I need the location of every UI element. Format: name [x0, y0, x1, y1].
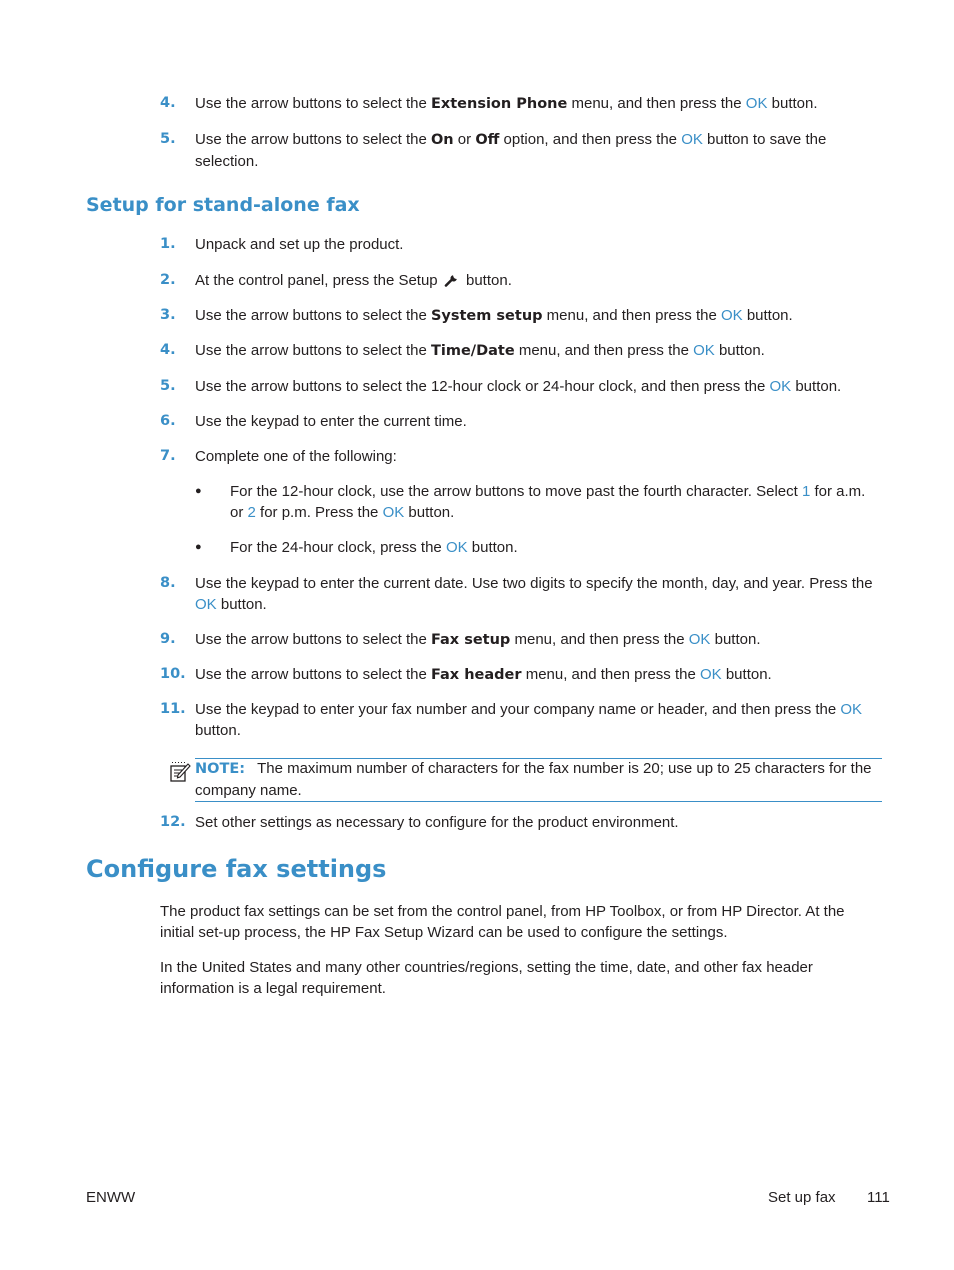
menu-name: Time/Date — [430, 343, 515, 359]
text: button. — [467, 539, 518, 556]
menu-name: Fax setup — [430, 632, 511, 648]
step-number: 3. — [160, 307, 176, 323]
step-text — [195, 664, 882, 686]
ok-button-ref: OK — [693, 342, 715, 359]
paragraph: The product fax settings can be set from the control panel, from HP Toolbox, or from HP Director. At the initial set-up process, the HP Fax Setup Wizard can be used to configure the settings. — [160, 903, 845, 941]
text: Use the arrow buttons to select the — [195, 631, 431, 648]
text: Use the arrow buttons to select the — [195, 666, 431, 683]
text: For the 24-hour clock, press the — [230, 539, 446, 556]
text: option, and then press the — [499, 131, 682, 148]
step-text: Unpack and set up the product. — [195, 236, 404, 253]
step-number: 4. — [160, 342, 176, 358]
menu-name: Extension Phone — [430, 96, 568, 112]
option-name: Off — [475, 132, 500, 148]
step-number: 10. — [160, 666, 186, 682]
option-name: On — [430, 132, 454, 148]
step-text: Use the keypad to enter the current time. — [195, 413, 467, 430]
step-text — [195, 129, 882, 172]
text: button. — [767, 95, 818, 112]
note-text — [195, 758, 882, 801]
bullet-icon: ● — [195, 541, 202, 553]
step-text: Set other settings as necessary to configure for the product environment. — [195, 814, 679, 831]
step-text: Complete one of the following: — [195, 448, 397, 465]
bullet-icon: ● — [195, 485, 202, 497]
ok-button-ref: OK — [382, 504, 405, 521]
text: button. — [404, 504, 455, 521]
text: Use the arrow buttons to select the — [195, 131, 431, 148]
text: menu, and then press the — [521, 666, 700, 683]
note-box — [195, 758, 882, 802]
step-text — [195, 699, 882, 741]
step-number: 2. — [160, 272, 176, 288]
ok-button-ref: OK — [688, 631, 711, 648]
text: Use the keypad to enter your fax number and your company name or header, and then press the — [195, 701, 841, 718]
text: for p.m. Press the — [255, 504, 383, 521]
text: Use the keypad to enter the current date. Use two digits to specify the month, day, and year. Press the — [195, 575, 873, 592]
step-text — [195, 93, 882, 115]
menu-name: System setup — [430, 308, 543, 324]
text: button to save the selection. — [195, 131, 827, 170]
section-heading: Configure fax settings — [86, 855, 387, 883]
step-text — [195, 270, 882, 293]
text: button. — [710, 631, 761, 648]
text: button. — [461, 272, 512, 289]
step-number: 11. — [160, 701, 186, 717]
step-number: 5. — [160, 131, 176, 147]
text: The maximum number of characters for the fax number is 20; use up to 25 characters for the company name. — [195, 760, 872, 799]
ok-button-ref: OK — [769, 378, 792, 395]
step-number: 4. — [160, 95, 176, 111]
step-number: 12. — [160, 814, 186, 830]
text: Use the arrow buttons to select the — [195, 307, 431, 324]
ok-button-ref: OK — [445, 539, 468, 556]
ok-button-ref: OK — [720, 307, 743, 324]
text: menu, and then press the — [567, 95, 746, 112]
step-number: 8. — [160, 575, 176, 591]
paragraph: In the United States and many other countries/regions, setting the time, date, and other fax header information is a legal requirement. — [160, 959, 813, 997]
key-ref: 1 — [801, 483, 811, 500]
text: button. — [742, 307, 793, 324]
footer-left: ENWW — [86, 1189, 136, 1206]
step-number: 1. — [160, 236, 176, 252]
bullet-text — [230, 537, 882, 558]
text: button. — [195, 722, 241, 739]
text: button. — [714, 342, 765, 359]
text: button. — [216, 596, 267, 613]
ok-button-ref: OK — [840, 701, 863, 718]
step-text — [195, 629, 882, 651]
footer-section: Set up fax — [768, 1189, 836, 1206]
step-number: 5. — [160, 378, 176, 394]
step-number: 9. — [160, 631, 176, 647]
step-text — [195, 376, 882, 397]
key-ref: 2 — [247, 504, 256, 521]
text: for a.m. or — [230, 483, 866, 521]
text: button. — [791, 378, 842, 395]
note-label: NOTE: — [195, 761, 246, 777]
wrench-icon — [444, 272, 460, 293]
step-number: 6. — [160, 413, 176, 429]
text: or — [453, 131, 476, 148]
step-text — [195, 573, 882, 615]
page-number: 111 — [867, 1189, 890, 1206]
text: Use the arrow buttons to select the — [195, 342, 431, 359]
text: menu, and then press the — [514, 342, 694, 359]
menu-name: Fax header — [430, 667, 522, 683]
step-number: 7. — [160, 448, 176, 464]
ok-button-ref: OK — [745, 95, 768, 112]
ok-button-ref: OK — [681, 131, 703, 148]
text: Use the arrow buttons to select the — [195, 95, 431, 112]
ok-button-ref: OK — [195, 596, 217, 613]
text: menu, and then press the — [542, 307, 721, 324]
section-subheading: Setup for stand-alone fax — [86, 194, 360, 216]
step-text — [195, 305, 882, 327]
ok-button-ref: OK — [699, 666, 722, 683]
text: button. — [721, 666, 772, 683]
text: For the 12-hour clock, use the arrow buttons to move past the fourth character. Select — [230, 483, 802, 500]
step-text — [195, 340, 882, 362]
note-icon — [169, 761, 191, 789]
text: menu, and then press the — [510, 631, 689, 648]
bullet-text — [230, 481, 882, 523]
text: Use the arrow buttons to select the 12-hour clock or 24-hour clock, and then press the — [195, 378, 770, 395]
text: At the control panel, press the Setup — [195, 272, 438, 289]
